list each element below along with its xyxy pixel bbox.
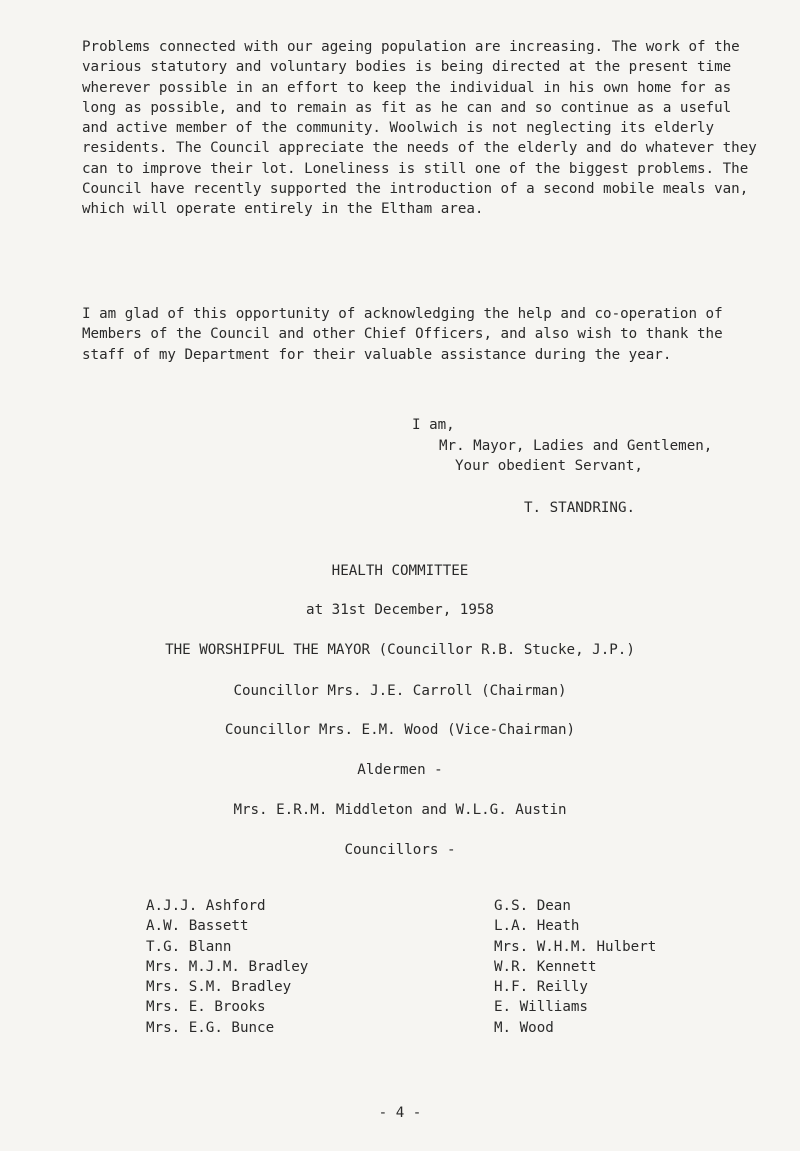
list-item: A.J.J. Ashford <box>146 898 266 914</box>
list-item: G.S. Dean <box>494 898 571 914</box>
committee-title: HEALTH COMMITTEE <box>331 563 469 579</box>
paragraph-ageing-population: Problems connected with our ageing population are increasing. The work of the various statutory and voluntary bodies is being directed at the present time wherever possible in an effort to keep the individual in his own home for as long as possible, and to remain as fit as he can and so continue as a useful and active member of the community. Woolwich is not neglecting its elderly residents. The Council appreciate the needs of the elderly and do whatever they can to improve their lot. Loneliness is still one of the biggest problems. The Council have recently supported the introduction of a second mobile meals van, which will operate entirely in the Eltham area. <box>82 39 766 218</box>
committee-vice-chairman: Councillor Mrs. E.M. Wood (Vice-Chairman) <box>224 722 576 738</box>
committee-chairman: Councillor Mrs. J.E. Carroll (Chairman) <box>233 683 567 699</box>
list-item: M. Wood <box>494 1019 554 1036</box>
list-item: Mrs. E. Brooks <box>146 999 266 1016</box>
list-item: Mrs. S.M. Bradley <box>146 979 292 996</box>
list-item: Mrs. E.G. Bunce <box>146 1019 275 1036</box>
committee-mayor: THE WORSHIPFUL THE MAYOR (Councillor R.B. Stucke, J.P.) <box>165 642 635 658</box>
aldermen-label: Aldermen - <box>357 762 443 778</box>
list-item: T.G. Blann <box>146 938 232 955</box>
list-item: A.W. Bassett <box>146 918 249 935</box>
paragraph-acknowledgement: I am glad of this opportunity of acknowledging the help and co-operation of Members of the Council and other Chief Officers, and also wish to thank the staff of my Department for their valuable assistance during the year. <box>82 306 732 363</box>
list-item: Mrs. W.H.M. Hulbert <box>494 938 657 955</box>
list-item: H.F. Reilly <box>494 979 588 996</box>
councillors-left-list <box>146 896 308 1038</box>
aldermen-names: Mrs. E.R.M. Middleton and W.L.G. Austin <box>233 802 567 818</box>
councillors-label: Councillors - <box>344 842 456 858</box>
closing-servant: Your obedient Servant, <box>455 458 643 474</box>
closing-salutation: Mr. Mayor, Ladies and Gentlemen, <box>439 438 713 454</box>
committee-date: at 31st December, 1958 <box>306 602 494 618</box>
councillors-right-list <box>494 896 656 1038</box>
page-number: - 4 - <box>378 1105 422 1121</box>
list-item: W.R. Kennett <box>494 958 597 975</box>
list-item: E. Williams <box>494 999 588 1016</box>
signature: T. STANDRING. <box>524 500 636 516</box>
list-item: Mrs. M.J.M. Bradley <box>146 958 309 975</box>
list-item: L.A. Heath <box>494 918 580 935</box>
closing-i-am: I am, <box>412 417 455 433</box>
